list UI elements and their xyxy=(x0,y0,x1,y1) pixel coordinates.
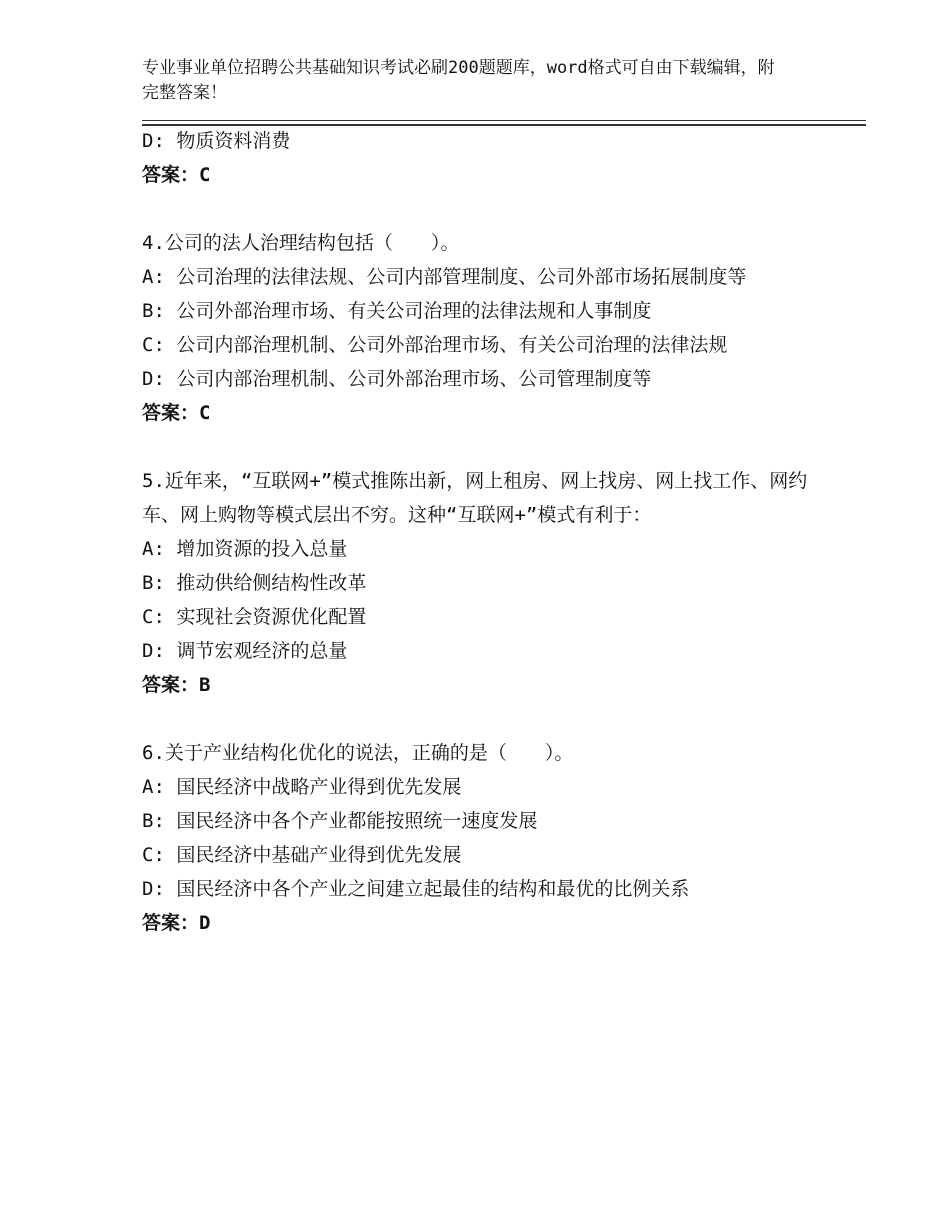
spacer xyxy=(142,702,814,736)
question-stem: 4.公司的法人治理结构包括（ ）。 xyxy=(142,232,460,254)
option-d: D: 物质资料消费 xyxy=(142,130,291,152)
option-a: A: 增加资源的投入总量 xyxy=(142,538,348,560)
answer: 答案：D xyxy=(142,912,211,934)
option-d: D: 调节宏观经济的总量 xyxy=(142,640,348,662)
option-a: A: 国民经济中战略产业得到优先发展 xyxy=(142,776,462,798)
answer: 答案：C xyxy=(142,402,211,424)
option-d: D: 国民经济中各个产业之间建立起最佳的结构和最优的比例关系 xyxy=(142,878,690,900)
option-b: B: 国民经济中各个产业都能按照统一速度发展 xyxy=(142,810,538,832)
option-a: A: 公司治理的法律法规、公司内部管理制度、公司外部市场拓展制度等 xyxy=(142,266,747,288)
option-b: B: 推动供给侧结构性改革 xyxy=(142,572,367,594)
question-stem: 6.关于产业结构化优化的说法，正确的是（ ）。 xyxy=(142,742,574,764)
answer: 答案：C xyxy=(142,164,211,186)
page-header: 专业事业单位招聘公共基础知识考试必刷200题题库，word格式可自由下载编辑，附完整答案！ xyxy=(142,58,775,103)
option-c: C: 国民经济中基础产业得到优先发展 xyxy=(142,844,462,866)
option-d: D: 公司内部治理机制、公司外部治理市场、公司管理制度等 xyxy=(142,368,652,390)
header-divider-thin xyxy=(142,120,866,121)
spacer xyxy=(142,192,814,226)
option-b: B: 公司外部治理市场、有关公司治理的法律法规和人事制度 xyxy=(142,300,652,322)
option-c: C: 实现社会资源优化配置 xyxy=(142,606,367,628)
spacer xyxy=(142,430,814,464)
option-c: C: 公司内部治理机制、公司外部治理市场、有关公司治理的法律法规 xyxy=(142,334,728,356)
question-stem: 5.近年来，“互联网+”模式推陈出新，网上租房、网上找房、网上找工作、网约车、网上购物等模式层出不穷。这种“互联网+”模式有利于： xyxy=(142,470,808,526)
answer: 答案：B xyxy=(142,674,211,696)
question-list xyxy=(142,124,814,940)
